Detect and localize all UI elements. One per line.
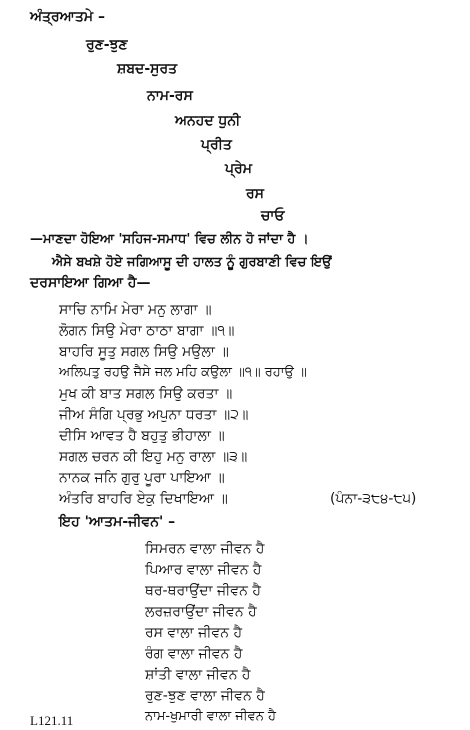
list-item: ਰੁਣ-ਝੁਣ ਵਾਲਾ ਜੀਵਨ ਹੈ	[145, 688, 265, 704]
verse-line: ਨਾਨਕ ਜਨਿ ਗੁਰੁ ਪੂਰਾ ਪਾਇਆ ॥	[59, 470, 225, 486]
page-footer: L121.11	[30, 713, 74, 728]
list-item: ਸ਼ਾਂਤੀ ਵਾਲਾ ਜੀਵਨ ਹੈ	[145, 667, 251, 683]
intro-line: ਦਰਸਾਇਆ ਗਿਆ ਹੈ—	[30, 275, 151, 291]
ladder-item: ਪ੍ਰੇਮ	[225, 161, 252, 177]
ladder-item: ਚਾਓ	[261, 208, 285, 224]
list-item: ਪਿਆਰ ਵਾਲਾ ਜੀਵਨ ਹੈ	[145, 562, 262, 578]
ladder-item: ਰੁਣ-ਝੁਣ	[86, 37, 128, 53]
verse-line: ਸਗਲ ਚਰਨ ਕੀ ਇਹੁ ਮਨੁ ਰਾਲਾ ॥੩॥	[59, 449, 248, 465]
verse-line: ਬਾਹਰਿ ਸੂਤੁ ਸਗਲ ਸਿਉ ਮਉਲਾ ॥	[59, 344, 229, 360]
verse-line: ਦੀਸਿ ਆਵਤ ਹੈ ਬਹੁਤੁ ਭੀਹਾਲਾ ॥	[59, 428, 225, 444]
citation: (ਪੰਨਾ-੩੮੪-੮੫)	[330, 491, 417, 507]
heading: ਅੰਤ੍ਰਆਤਮੇ –	[30, 9, 105, 25]
verse-line: ਅੰਤਰਿ ਬਾਹਰਿ ਏਕੁ ਦਿਖਾਇਆ ॥	[59, 491, 228, 507]
list-item: ਰੰਗ ਵਾਲਾ ਜੀਵਨ ਹੈ	[145, 646, 243, 662]
list-item: ਨਾਮ-ਖੁਮਾਰੀ ਵਾਲਾ ਜੀਵਨ ਹੈ	[145, 709, 276, 724]
verse-line: ਮੁਖ ਕੀ ਬਾਤ ਸਗਲ ਸਿਉ ਕਰਤਾ ॥	[59, 386, 233, 402]
ladder-item: ਅਨਹਦ ਧੁਨੀ	[175, 113, 241, 129]
intro-line: ਐਸੇ ਬਖਸ਼ੇ ਹੋਏ ਜਗਿਆਸੂ ਦੀ ਹਾਲਤ ਨੂੰ ਗੁਰਬਾਣੀ ਵਿਚ ਇਉਂ	[52, 255, 332, 270]
list-item: ਲਰਜ਼ਰਾਉਂਦਾ ਜੀਵਨ ਹੈ	[145, 604, 257, 620]
verse-line: ਲੋਗਨ ਸਿਉ ਮੇਰਾ ਠਾਠਾ ਬਾਗਾ ॥੧॥	[59, 323, 235, 339]
subheading: ਇਹ 'ਆਤਮ-ਜੀਵਨ' –	[59, 514, 176, 530]
ladder-item: ਪ੍ਰੀਤ	[201, 137, 232, 153]
list-item: ਥਰ-ਥਰਾਉਂਦਾ ਜੀਵਨ ਹੈ	[145, 583, 261, 599]
verse-line: ਅਲਿਪਤੁ ਰਹਉ ਜੈਸੇ ਜਲ ਮਹਿ ਕਉਲਾ ॥੧॥ ਰਹਾਉ ॥	[59, 365, 307, 380]
ladder-item: ਨਾਮ-ਰਸ	[147, 88, 193, 104]
verse-line: ਜੀਅ ਸੰਗਿ ਪ੍ਰਭੁ ਅਪੁਨਾ ਧਰਤਾ ॥੨॥	[59, 407, 249, 423]
list-item: ਸਿਮਰਨ ਵਾਲਾ ਜੀਵਨ ਹੈ	[145, 541, 265, 557]
ladder-item: ਰਸ	[246, 186, 265, 202]
verse-line: ਸਾਚਿ ਨਾਮਿ ਮੇਰਾ ਮਨੁ ਲਾਗਾ ॥	[59, 302, 212, 318]
list-item: ਰਸ ਵਾਲਾ ਜੀਵਨ ਹੈ	[145, 625, 243, 641]
ladder-item: ਸ਼ਬਦ-ਸੁਰਤ	[117, 61, 178, 77]
conclusion-line: —ਮਾਣਦਾ ਹੋਇਆ 'ਸਹਿਜ-ਸਮਾਧ' ਵਿਚ ਲੀਨ ਹੋ ਜਾਂਦਾ ਹੈ ।	[30, 232, 309, 247]
